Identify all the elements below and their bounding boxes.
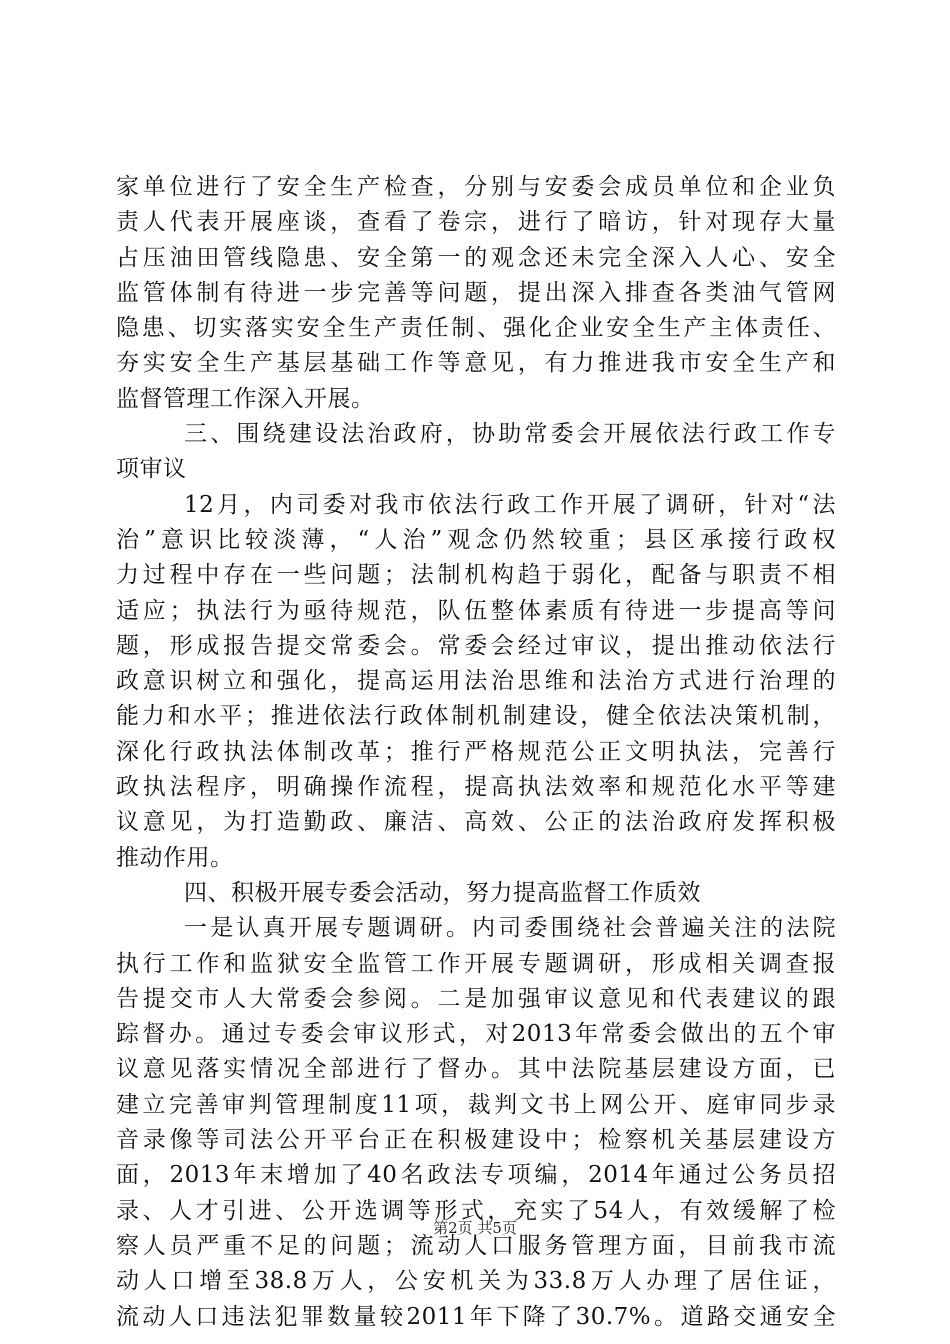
text-line: 监管体制有待进一步完善等问题，提出深入排查各类油气管网 bbox=[116, 279, 836, 306]
text-line: 面，2013年末增加了40名政法专项编，2014年通过公务员招 bbox=[116, 1162, 836, 1189]
text-line: 建立完善审判管理制度11项，裁判文书上网公开、庭审同步录 bbox=[116, 1091, 836, 1118]
text-line: 政执法程序，明确操作流程，提高执法效率和规范化水平等建 bbox=[116, 774, 836, 801]
text-line: 动人口增至38.8万人，公安机关为33.8万人办理了居住证， bbox=[116, 1268, 836, 1295]
text-line: 执行工作和监狱安全监管工作开展专题调研，形成相关调查报 bbox=[116, 950, 836, 977]
text-line: 三、围绕建设法治政府，协助常委会开展依法行政工作专 bbox=[184, 421, 836, 448]
text-line: 项审议 bbox=[116, 456, 187, 483]
text-line: 议意见，为打造勤政、廉洁、高效、公正的法治政府发挥积极 bbox=[116, 809, 836, 836]
page-footer: 第2页 共5页 bbox=[433, 1219, 517, 1237]
text-line: 录、人才引进、公开选调等形式，充实了54人，有效缓解了检 bbox=[116, 1197, 836, 1224]
text-line: 流动人口违法犯罪数量较2011年下降了30.7%。道路交通安全 bbox=[116, 1303, 836, 1330]
text-line: 占压油田管线隐患、安全第一的观念还未完全深入人心、安全 bbox=[116, 244, 836, 271]
text-line: 家单位进行了安全生产检查，分别与安委会成员单位和企业负 bbox=[116, 174, 836, 200]
text-line: 深化行政执法体制改革；推行严格规范公正文明执法，完善行 bbox=[116, 738, 836, 765]
text-line: 监督管理工作深入开展。 bbox=[116, 385, 375, 412]
text-line: 题，形成报告提交常委会。常委会经过审议，提出推动依法行 bbox=[116, 632, 836, 659]
text-line: 治”意识比较淡薄，“人治”观念仍然较重；县区承接行政权 bbox=[116, 526, 836, 553]
text-line: 踪督办。通过专委会审议形式，对2013年常委会做出的五个审 bbox=[116, 1021, 836, 1048]
text-line: 察人员严重不足的问题；流动人口服务管理方面，目前我市流 bbox=[116, 1232, 836, 1259]
text-line: 力过程中存在一些问题；法制机构趋于弱化，配备与职责不相 bbox=[116, 562, 836, 589]
document-body bbox=[116, 170, 836, 1335]
text-line: 四、积极开展专委会活动，努力提高监督工作质效 bbox=[184, 879, 701, 906]
text-line: 政意识树立和强化，提高运用法治思维和法治方式进行治理的 bbox=[116, 668, 836, 695]
text-line: 夯实安全生产基层基础工作等意见，有力推进我市安全生产和 bbox=[116, 350, 836, 377]
text-line: 12月，内司委对我市依法行政工作开展了调研，针对“法 bbox=[184, 491, 836, 518]
text-line: 议意见落实情况全部进行了督办。其中法院基层建设方面，已 bbox=[116, 1056, 836, 1083]
text-line: 适应；执法行为亟待规范，队伍整体素质有待进一步提高等问 bbox=[116, 597, 836, 624]
text-line: 能力和水平；推进依法行政体制机制建设，健全依法决策机制， bbox=[116, 703, 836, 730]
text-line: 隐患、切实落实安全生产责任制、强化企业安全生产主体责任、 bbox=[116, 315, 836, 342]
text-line: 音录像等司法公开平台正在积极建设中；检察机关基层建设方 bbox=[116, 1127, 836, 1154]
text-line: 告提交市人大常委会参阅。二是加强审议意见和代表建议的跟 bbox=[116, 985, 836, 1012]
text-line: 责人代表开展座谈，查看了卷宗，进行了暗访，针对现存大量 bbox=[116, 209, 836, 236]
text-line: 一是认真开展专题调研。内司委围绕社会普遍关注的法院 bbox=[184, 915, 836, 942]
text-line: 推动作用。 bbox=[116, 844, 234, 871]
